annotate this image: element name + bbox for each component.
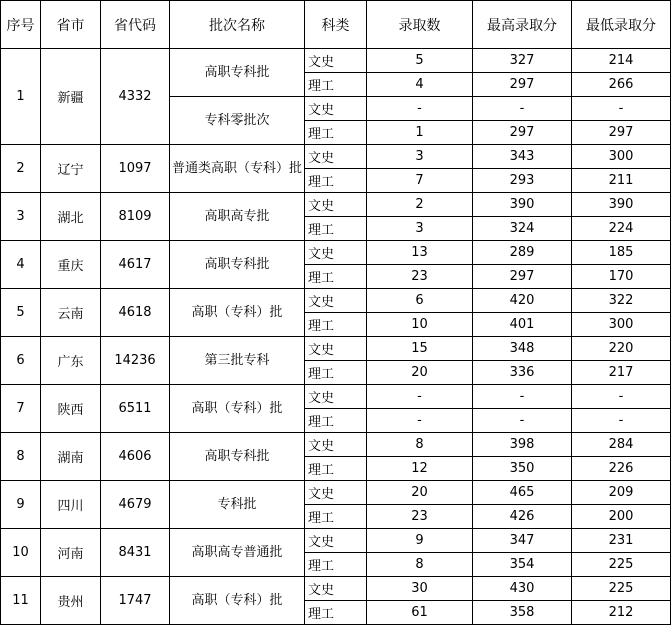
province-code: 6511 xyxy=(101,385,170,433)
admitted-count: 20 xyxy=(367,361,473,385)
table-row xyxy=(1,433,671,457)
province-code: 14236 xyxy=(101,337,170,385)
header-no: 序号 xyxy=(1,1,41,49)
max-score: 324 xyxy=(473,217,572,241)
province-name: 河南 xyxy=(41,529,101,577)
province-name: 广东 xyxy=(41,337,101,385)
table-body xyxy=(1,49,671,625)
min-score: - xyxy=(572,385,671,409)
min-score: 226 xyxy=(572,457,671,481)
max-score: 293 xyxy=(473,169,572,193)
min-score: 224 xyxy=(572,217,671,241)
max-score: - xyxy=(473,409,572,433)
max-score: 348 xyxy=(473,337,572,361)
subject-type: 理工 xyxy=(305,505,367,529)
admitted-count: 10 xyxy=(367,313,473,337)
row-number: 8 xyxy=(1,433,41,481)
province-code: 4618 xyxy=(101,289,170,337)
subject-type: 理工 xyxy=(305,121,367,145)
table-row xyxy=(1,145,671,169)
subject-type: 理工 xyxy=(305,601,367,625)
province-code: 1097 xyxy=(101,145,170,193)
batch-name: 高职（专科）批 xyxy=(170,289,305,337)
subject-type: 理工 xyxy=(305,313,367,337)
subject-type: 文史 xyxy=(305,481,367,505)
row-number: 5 xyxy=(1,289,41,337)
batch-name: 高职高专批 xyxy=(170,193,305,241)
subject-type: 理工 xyxy=(305,169,367,193)
max-score: 297 xyxy=(473,121,572,145)
batch-name: 高职专科批 xyxy=(170,433,305,481)
admitted-count: 7 xyxy=(367,169,473,193)
province-code: 4332 xyxy=(101,49,170,145)
max-score: 347 xyxy=(473,529,572,553)
admitted-count: 6 xyxy=(367,289,473,313)
admitted-count: 12 xyxy=(367,457,473,481)
batch-name: 专科批 xyxy=(170,481,305,529)
admitted-count: 23 xyxy=(367,505,473,529)
subject-type: 理工 xyxy=(305,361,367,385)
max-score: 430 xyxy=(473,577,572,601)
header-max-score: 最高录取分 xyxy=(473,1,572,49)
batch-name: 第三批专科 xyxy=(170,337,305,385)
max-score: 327 xyxy=(473,49,572,73)
row-number: 3 xyxy=(1,193,41,241)
max-score: 289 xyxy=(473,241,572,265)
admitted-count: 5 xyxy=(367,49,473,73)
subject-type: 理工 xyxy=(305,553,367,577)
min-score: 231 xyxy=(572,529,671,553)
max-score: 398 xyxy=(473,433,572,457)
admitted-count: 2 xyxy=(367,193,473,217)
min-score: - xyxy=(572,97,671,121)
subject-type: 理工 xyxy=(305,457,367,481)
admitted-count: 3 xyxy=(367,145,473,169)
table-row xyxy=(1,529,671,553)
max-score: 343 xyxy=(473,145,572,169)
province-code: 4606 xyxy=(101,433,170,481)
province-name: 四川 xyxy=(41,481,101,529)
subject-type: 文史 xyxy=(305,337,367,361)
max-score: 350 xyxy=(473,457,572,481)
min-score: - xyxy=(572,409,671,433)
max-score: - xyxy=(473,385,572,409)
subject-type: 理工 xyxy=(305,409,367,433)
row-number: 1 xyxy=(1,49,41,145)
subject-type: 文史 xyxy=(305,49,367,73)
min-score: 217 xyxy=(572,361,671,385)
admitted-count: 8 xyxy=(367,553,473,577)
min-score: 200 xyxy=(572,505,671,529)
province-code: 4679 xyxy=(101,481,170,529)
table-row xyxy=(1,337,671,361)
header-code: 省代码 xyxy=(101,1,170,49)
table-row xyxy=(1,241,671,265)
header-subject: 科类 xyxy=(305,1,367,49)
subject-type: 文史 xyxy=(305,433,367,457)
min-score: 322 xyxy=(572,289,671,313)
table-row xyxy=(1,289,671,313)
admitted-count: - xyxy=(367,409,473,433)
header-min-score: 最低录取分 xyxy=(572,1,671,49)
header-batch: 批次名称 xyxy=(170,1,305,49)
province-name: 湖南 xyxy=(41,433,101,481)
subject-type: 理工 xyxy=(305,265,367,289)
admitted-count: 1 xyxy=(367,121,473,145)
row-number: 9 xyxy=(1,481,41,529)
admitted-count: 23 xyxy=(367,265,473,289)
row-number: 6 xyxy=(1,337,41,385)
admitted-count: 3 xyxy=(367,217,473,241)
subject-type: 理工 xyxy=(305,217,367,241)
table-row xyxy=(1,481,671,505)
table-row xyxy=(1,193,671,217)
province-name: 新疆 xyxy=(41,49,101,145)
max-score: - xyxy=(473,97,572,121)
province-name: 云南 xyxy=(41,289,101,337)
min-score: 300 xyxy=(572,145,671,169)
row-number: 2 xyxy=(1,145,41,193)
admitted-count: 15 xyxy=(367,337,473,361)
subject-type: 文史 xyxy=(305,577,367,601)
subject-type: 文史 xyxy=(305,145,367,169)
header-row xyxy=(1,1,671,49)
row-number: 4 xyxy=(1,241,41,289)
max-score: 358 xyxy=(473,601,572,625)
province-code: 1747 xyxy=(101,577,170,625)
admitted-count: 13 xyxy=(367,241,473,265)
min-score: 266 xyxy=(572,73,671,97)
admitted-count: 61 xyxy=(367,601,473,625)
province-name: 贵州 xyxy=(41,577,101,625)
admitted-count: 8 xyxy=(367,433,473,457)
admitted-count: - xyxy=(367,385,473,409)
max-score: 297 xyxy=(473,265,572,289)
max-score: 297 xyxy=(473,73,572,97)
batch-name: 高职（专科）批 xyxy=(170,385,305,433)
min-score: 209 xyxy=(572,481,671,505)
min-score: 225 xyxy=(572,553,671,577)
batch-name: 高职高专普通批 xyxy=(170,529,305,577)
batch-name: 专科零批次 xyxy=(170,97,305,145)
admitted-count: 20 xyxy=(367,481,473,505)
batch-name: 普通类高职（专科）批 xyxy=(170,145,305,193)
admitted-count: 30 xyxy=(367,577,473,601)
max-score: 354 xyxy=(473,553,572,577)
row-number: 7 xyxy=(1,385,41,433)
min-score: 220 xyxy=(572,337,671,361)
subject-type: 理工 xyxy=(305,73,367,97)
min-score: 297 xyxy=(572,121,671,145)
min-score: 170 xyxy=(572,265,671,289)
table-row xyxy=(1,49,671,73)
province-name: 陕西 xyxy=(41,385,101,433)
subject-type: 文史 xyxy=(305,193,367,217)
min-score: 390 xyxy=(572,193,671,217)
min-score: 284 xyxy=(572,433,671,457)
subject-type: 文史 xyxy=(305,385,367,409)
min-score: 211 xyxy=(572,169,671,193)
province-code: 4617 xyxy=(101,241,170,289)
admitted-count: 9 xyxy=(367,529,473,553)
max-score: 390 xyxy=(473,193,572,217)
province-name: 重庆 xyxy=(41,241,101,289)
min-score: 185 xyxy=(572,241,671,265)
min-score: 214 xyxy=(572,49,671,73)
batch-name: 高职（专科）批 xyxy=(170,577,305,625)
table-row xyxy=(1,385,671,409)
max-score: 465 xyxy=(473,481,572,505)
min-score: 300 xyxy=(572,313,671,337)
header-count: 录取数 xyxy=(367,1,473,49)
max-score: 336 xyxy=(473,361,572,385)
subject-type: 文史 xyxy=(305,289,367,313)
province-name: 湖北 xyxy=(41,193,101,241)
subject-type: 文史 xyxy=(305,241,367,265)
batch-name: 高职专科批 xyxy=(170,49,305,97)
header-province: 省市 xyxy=(41,1,101,49)
batch-name: 高职专科批 xyxy=(170,241,305,289)
max-score: 426 xyxy=(473,505,572,529)
province-code: 8109 xyxy=(101,193,170,241)
admitted-count: - xyxy=(367,97,473,121)
min-score: 212 xyxy=(572,601,671,625)
subject-type: 文史 xyxy=(305,529,367,553)
row-number: 11 xyxy=(1,577,41,625)
table-row xyxy=(1,577,671,601)
row-number: 10 xyxy=(1,529,41,577)
province-name: 辽宁 xyxy=(41,145,101,193)
max-score: 401 xyxy=(473,313,572,337)
min-score: 225 xyxy=(572,577,671,601)
admitted-count: 4 xyxy=(367,73,473,97)
max-score: 420 xyxy=(473,289,572,313)
province-code: 8431 xyxy=(101,529,170,577)
subject-type: 文史 xyxy=(305,97,367,121)
